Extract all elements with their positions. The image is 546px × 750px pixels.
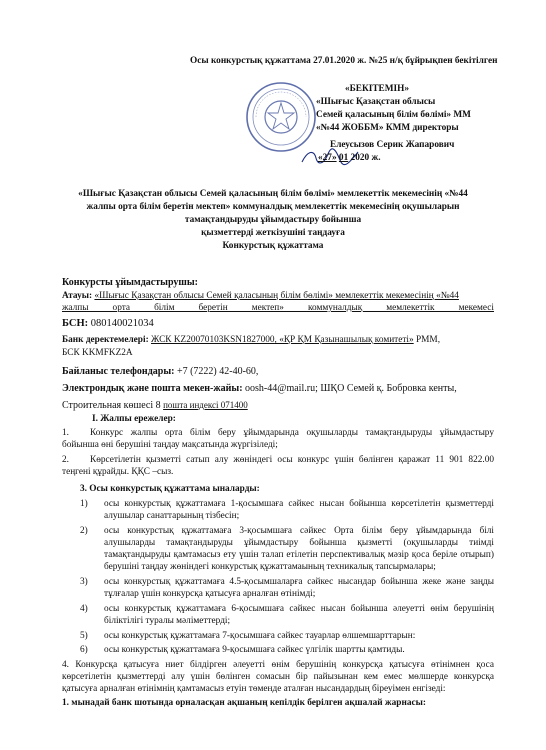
organizer-name-row <box>62 291 494 302</box>
organizer-bank-account: ЖСК KZ20070103KSN1827000 <box>151 335 275 345</box>
para-4-line-4: 1. мынадай банк шотында орналасқан ақшаның кепілдік берілген ақшалай жарнасы: <box>62 698 426 708</box>
section-3-item-4-num: 4) <box>80 604 88 614</box>
main-title-line-4: қызметтерді жеткізушіні таңдауға <box>201 228 345 238</box>
main-title-line-1: «Шығыс Қазақстан облысы Семей қаласының білім бөлімі» мемлекеттік мекемесінің «№44 <box>78 189 468 199</box>
organizer-email-label: Электрондық және пошта мекен-жайы: <box>62 383 243 394</box>
organizer-name-line-2: жалпы орта білім беретін мектеп» коммуналдық мемлекеттік мекемесі <box>62 303 494 313</box>
organizer-phone-label: Байланыс телефондары: <box>62 366 175 377</box>
section-3-item-2-line-2: алушыларды тамақтандыруды ұйымдастыру бойынша қызметті (оқушыларды тиімді <box>104 538 494 548</box>
section-1-p1-line-1: Конкурс жалпы орта білім беру ұйымдарында оқушыларды тамақтандыруды ұйымдастыру <box>90 428 494 438</box>
organizer-bank-label: Банк деректемелері: <box>62 335 149 345</box>
section-3-item-3-line-1: осы конкурстық құжаттамаға 4.5-қосымшаларға сәйкес нысандар бойынша жеке және заңды <box>104 577 494 587</box>
organizer-address-row <box>62 400 248 411</box>
organizer-label: Конкурсты ұйымдастырушы: <box>62 277 198 288</box>
section-3-item-5-num: 5) <box>80 631 88 641</box>
section-1-p2-line-2: теңгені құрайды. ҚҚС –сыз. <box>62 467 174 477</box>
para-4-line-1: 4. Конкурсқа қатысуға ниет білдірген әлеуетті өнім берушінің конкурсқа қатысуға өтінімнен қоса <box>62 660 494 670</box>
organizer-email-row <box>62 383 457 394</box>
approval-line-1: «Шығыс Қазақстан облысы <box>316 97 436 107</box>
section-3-item-2-line-3: тамақтандыруды қамтамасыз ету үшін талап етілетін перспективалық мәзір қоса беріле отырып) <box>104 550 494 560</box>
organizer-name-label: Атауы: <box>62 291 93 301</box>
section-1-p1-line-2: бойынша өні берушіні таңдау мақсатында жүргізіледі; <box>62 440 278 450</box>
organizer-bank-row <box>62 335 440 346</box>
section-3-item-4-line-2: біліктілігі туралы мәліметтерді; <box>104 616 231 626</box>
organizer-bank-committee: , «ҚР ҚМ Қазынашылық комитеті» <box>274 335 414 345</box>
organizer-bin-row <box>62 318 154 329</box>
section-3-item-2-line-1: осы конкурстық құжаттамаға 3-қосымшаға сәйкес Орта білім беру ұйымдарында білі <box>104 526 494 536</box>
organizer-bin-value: 080140021034 <box>90 318 154 329</box>
approval-date-day: «27» <box>318 153 337 163</box>
section-3-item-2-num: 2) <box>80 526 88 536</box>
main-title-line-2: жалпы орта білім беретін мектеп» коммуналдық мемлекеттік мекемесінің оқушыларын <box>86 202 460 212</box>
section-3-item-4-line-1: осы конкурстық құжаттамаға 6-қосымшаға сәйкес нысан бойынша әлеуетті өнім берушінің <box>104 604 494 614</box>
approval-line-3: «№44 ЖОББМ» КММ директоры <box>316 123 459 133</box>
main-title-line-5: Конкурстық құжаттама <box>222 241 324 251</box>
organizer-name-line-1: «Шығыс Қазақстан облысы Семей қаласының білім бөлімі» мемлекеттік мекемесінің «№44 <box>94 291 459 301</box>
approval-line-2: Семей қаласының білім бөлімі» ММ <box>316 110 471 120</box>
organizer-bin-label: БСН: <box>62 318 89 329</box>
organizer-address-street: Строительная көшесі 8 <box>62 400 164 411</box>
header-note: Осы конкурстық құжаттама 27.01.2020 ж. №25 н/қ бұйрықпен бекітілген <box>190 56 498 66</box>
organizer-bank-suffix: РММ, <box>413 335 441 345</box>
approval-date-month: 01 <box>338 153 349 163</box>
section-3-item-3-line-2: тұлғалар үшін конкурсқа қатысуға арналған өтінімді; <box>104 589 316 599</box>
approval-date-year: 2020 ж. <box>350 153 381 163</box>
section-1-p2-line-1: Көрсетілетін қызметті сатып алу жөніндегі осы конкурс үшін бөлінген қаражат 11 901 822.00 <box>90 455 494 465</box>
section-1-p1-num: 1. <box>62 428 69 438</box>
approval-date <box>318 153 381 164</box>
section-1-p2-num: 2. <box>62 455 69 465</box>
approval-director-name: Елеусызов Серик Жапарович <box>330 140 455 150</box>
section-3-item-2-line-4: берушіні таңдау жөніндегі конкурстық құжаттамаының техникалық тапсырмалары; <box>104 562 436 572</box>
main-title-line-3: тамақтандыруды ұйымдастыру бойынша <box>184 215 362 225</box>
section-3-item-5-line-1: осы конкурстық құжаттамаға 7-қосымшаға сәйкес тауарлар өлшемшарттарын: <box>104 631 416 641</box>
section-1-title: I. Жалпы ережелер: <box>92 414 176 424</box>
organizer-phone-value: +7 (7222) 42-40-60, <box>176 366 259 377</box>
section-3-title: 3. Осы конкурстық құжаттама ыналарды: <box>80 484 260 494</box>
section-3-item-3-num: 3) <box>80 577 88 587</box>
organizer-email-value: oosh-44@mail.ru; ШҚО Семей қ. Бобровка кенты, <box>245 383 457 394</box>
section-3-item-1-line-2: алушылар санаттарының тізбесін; <box>104 511 240 521</box>
para-4-line-3: қатысуға арналған өтінімнің қамтамасыз етуін төменде аталған нысандардың біреуімен енгізеді: <box>62 684 446 694</box>
section-3-item-6-line-1: осы конкурстық құжаттамаға 9-қосымшаға сәйкес үлгілік шартты қамтиды. <box>104 645 405 655</box>
approval-title: «БЕКІТЕМІН» <box>345 84 410 94</box>
section-3-item-1-num: 1) <box>80 499 88 509</box>
organizer-bik: БСК KKMFKZ2A <box>62 348 133 358</box>
official-seal-icon <box>244 80 318 154</box>
organizer-phone-row <box>62 366 258 377</box>
section-3-item-1-line-1: осы конкурстық құжаттамаға 1-қосымшаға сәйкес нысан бойынша көрсетілетін қызметтерді <box>104 499 494 509</box>
section-3-item-6-num: 6) <box>80 645 88 655</box>
organizer-address-postcode: пошта индексі 071400 <box>163 400 248 410</box>
para-4-line-2: көрсетілетін қызметтерді алу үшін бөлінген сомасын бір пайызынан кем емес мөлшерде конкурсқа <box>62 672 494 682</box>
